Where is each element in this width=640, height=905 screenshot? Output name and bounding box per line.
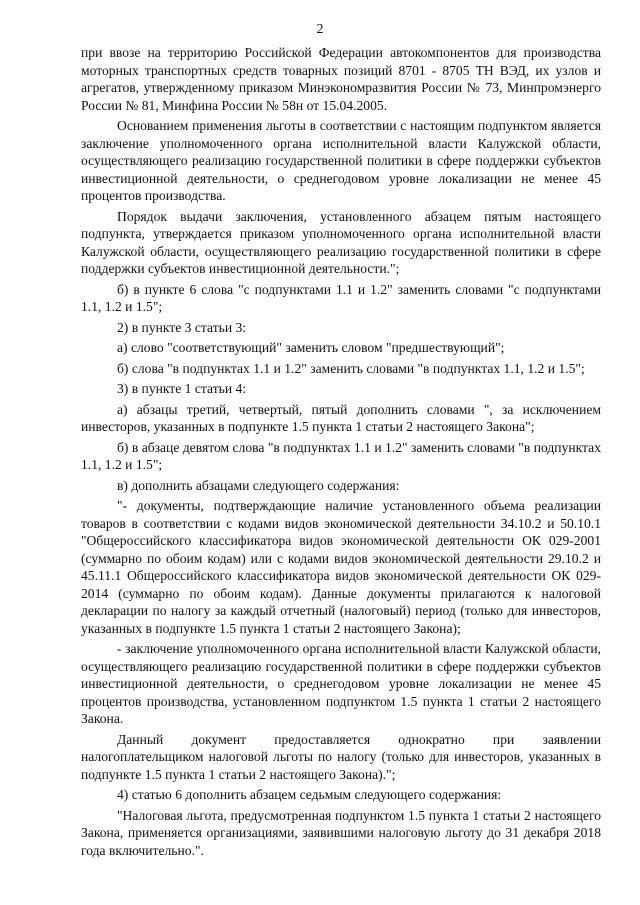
paragraph-procedure: Порядок выдачи заключения, установленного абзацем пятым настоящего подпункта, утверждается приказом уполномоченного органа исполнительной власти Калужской области, осуществляющего реализацию государственной политики в сфере поддержки субъектов инвестиционной деятельности.";	[81, 208, 601, 276]
paragraph-item-3b: б) в абзаце девятом слова "в подпунктах 1.1 и 1.2" заменить словами "в подпунктах 1.1, 1.2 и 1.5";	[81, 439, 601, 472]
paragraph-item-b-point-6: б) в пункте 6 слова "с подпунктами 1.1 и 1.2" заменить словами "с подпунктами 1.1, 1.2 и 1.5";	[81, 281, 601, 314]
page-number: 2	[316, 22, 324, 37]
paragraph-item-2a: а) слово "соответствующий" заменить словом "предшествующий";	[117, 340, 505, 355]
paragraph-item-2b: б) слова "в подпунктах 1.1 и 1.2" заменить словами "в подпунктах 1.1, 1.2 и 1.5";	[117, 360, 585, 376]
paragraph-document-once: Данный документ предоставляется однократно при заявлении налогоплательщиком налоговой льготы по налогу (только для инвесторов, указанных в подпункте 1.5 пункта 1 статьи 2 настоящего Закона).";	[81, 731, 601, 782]
paragraph-documents: "- документы, подтверждающие наличие установленного объема реализации товаров в соответствии с кодами видов экономической деятельности 34.10.2 и 50.10.1 "Общероссийского классификатора видов экономической деятельности ОК 029-2001 (суммарно по обоим кодам) или с кодами видов экономической деятельности 29.10.2 и 45.11.1 Общероссийского классификатора видов экономической деятельности ОК 029-2014 (суммарно по обоим кодам). Данные документы прилагаются к налоговой декларации по налогу за каждый отчетный (налоговый) период (только для инвесторов, указанных в подпункте 1.5 пункта 1 статьи 2 настоящего Закона);	[81, 498, 601, 636]
paragraph-basis: Основанием применения льготы в соответствии с настоящим подпунктом является заключение уполномоченного органа исполнительной власти Калужской области, осуществляющего реализацию государственной политики в сфере поддержки субъектов инвестиционной деятельности, о среднегодовом уровне локализации не менее 45 процентов производства.	[81, 118, 601, 203]
paragraph-item-3v: в) дополнить абзацами следующего содержания:	[117, 477, 400, 493]
paragraph-tax-benefit: "Налоговая льгота, предусмотренная подпунктом 1.5 пункта 1 статьи 2 настоящего Закона, применяется организациями, заявившими налоговую льготу до 31 декабря 2018 года включительно.".	[81, 807, 601, 858]
paragraph-conclusion: - заключение уполномоченного органа исполнительной власти Калужской области, осуществляющего реализацию государственной политики в сфере поддержки субъектов инвестиционной деятельности, о среднегодовом уровне локализации не менее 45 процентов производства, установленном подпунктом 1.5 пункта 1 статьи 2 настоящего Закона.	[81, 641, 601, 726]
paragraph-item-2: 2) в пункте 3 статьи 3:	[117, 319, 247, 335]
paragraph-item-3: 3) в пункте 1 статьи 4:	[117, 381, 247, 396]
paragraph-item-3a: а) абзацы третий, четвертый, пятый дополнить словами ", за исключением инвесторов, указанных в подпункте 1.5 пункта 1 статьи 2 настоящего Закона";	[81, 401, 601, 434]
paragraph-item-4: 4) статью 6 дополнить абзацем седьмым следующего содержания:	[117, 787, 502, 802]
paragraph-import-order: при ввозе на территорию Российской Федерации автокомпонентов для производства моторных транспортных средств товарных позиций 8701 - 8705 ТН ВЭД, их узлов и агрегатов, утвержденному приказом Минэкономразвития России № 73, Минпромэнерго России № 81, Минфина России № 58н от 15.04.2005.	[81, 45, 601, 113]
document-body	[81, 44, 601, 859]
